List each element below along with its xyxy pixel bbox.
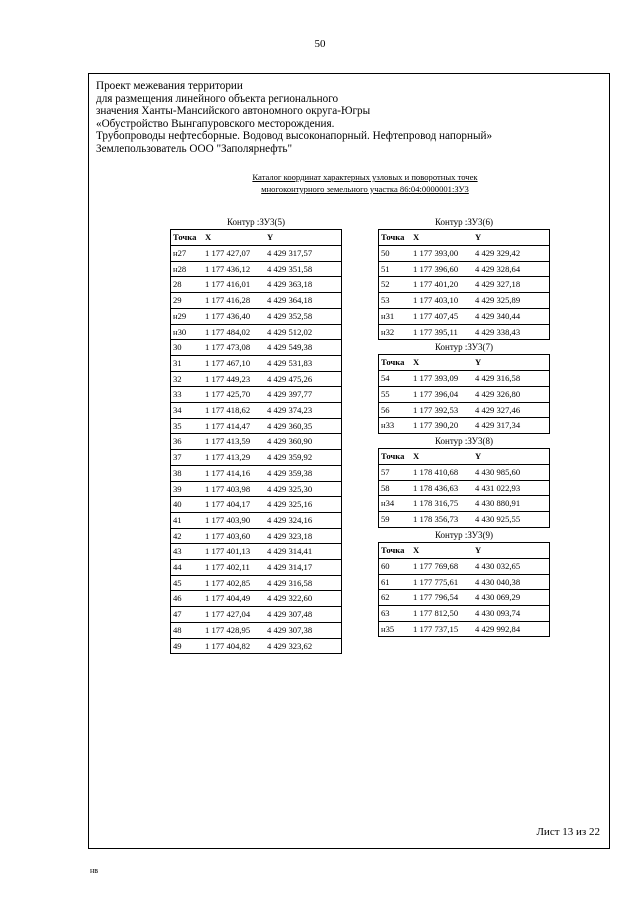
table-row <box>379 558 550 574</box>
point-cell: н35 <box>379 621 412 637</box>
table-row <box>379 308 550 324</box>
col-point-header: Точка <box>171 230 204 246</box>
x-cell: 1 177 737,15 <box>411 621 473 637</box>
point-cell: н33 <box>379 418 412 434</box>
table-row <box>171 481 342 497</box>
y-cell: 4 429 326,80 <box>473 386 550 402</box>
x-cell: 1 177 484,02 <box>203 324 265 340</box>
x-cell: 1 178 436,63 <box>411 480 473 496</box>
point-cell: 49 <box>171 638 204 654</box>
y-cell: 4 429 325,16 <box>265 497 342 513</box>
x-cell: 1 177 425,70 <box>203 387 265 403</box>
table-row <box>171 450 342 466</box>
y-cell: 4 429 352,58 <box>265 308 342 324</box>
table-row <box>171 308 342 324</box>
y-cell: 4 429 322,60 <box>265 591 342 607</box>
col-point-header: Точка <box>379 355 412 371</box>
contour-title: Контур :ЗУ3(5) <box>226 217 286 227</box>
point-cell: 61 <box>379 574 412 590</box>
point-cell: 29 <box>171 293 204 309</box>
header-line: Землепользователь ООО "Заполярнефть" <box>96 142 293 155</box>
x-cell: 1 177 396,60 <box>411 261 473 277</box>
point-cell: н28 <box>171 261 204 277</box>
x-cell: 1 177 392,53 <box>411 402 473 418</box>
x-cell: 1 177 403,60 <box>203 528 265 544</box>
y-cell: 4 429 317,34 <box>473 418 550 434</box>
point-cell: 38 <box>171 465 204 481</box>
table-row <box>171 465 342 481</box>
x-cell: 1 177 427,07 <box>203 246 265 262</box>
y-cell: 4 429 323,18 <box>265 528 342 544</box>
x-cell: 1 177 812,50 <box>411 605 473 621</box>
x-cell: 1 177 414,16 <box>203 465 265 481</box>
x-cell: 1 178 316,75 <box>411 496 473 512</box>
point-cell: 62 <box>379 590 412 606</box>
contour-title: Контур :ЗУ3(7) <box>434 342 494 353</box>
point-cell: 44 <box>171 560 204 576</box>
table-row <box>379 371 550 387</box>
col-y-header: Y <box>473 230 550 246</box>
y-cell: 4 429 323,62 <box>265 638 342 654</box>
table-row <box>171 591 342 607</box>
x-cell: 1 177 390,20 <box>411 418 473 434</box>
x-cell: 1 177 403,10 <box>411 293 473 309</box>
project-header <box>96 80 596 156</box>
contours-6-9-section <box>378 215 550 637</box>
col-y-header: Y <box>473 449 550 465</box>
point-cell: 52 <box>379 277 412 293</box>
table-row <box>171 560 342 576</box>
x-cell: 1 177 769,68 <box>411 558 473 574</box>
point-cell: н34 <box>379 496 412 512</box>
y-cell: 4 429 325,30 <box>265 481 342 497</box>
y-cell: 4 429 327,46 <box>473 402 550 418</box>
y-cell: 4 429 317,57 <box>265 246 342 262</box>
y-cell: 4 429 327,18 <box>473 277 550 293</box>
x-cell: 1 177 401,13 <box>203 544 265 560</box>
x-cell: 1 177 402,11 <box>203 560 265 576</box>
x-cell: 1 177 402,85 <box>203 575 265 591</box>
coordinates-table <box>378 542 550 638</box>
point-cell: 59 <box>379 512 412 528</box>
x-cell: 1 177 404,82 <box>203 638 265 654</box>
x-cell: 1 178 410,68 <box>411 465 473 481</box>
x-cell: 1 177 396,04 <box>411 386 473 402</box>
table-row <box>379 402 550 418</box>
y-cell: 4 429 316,58 <box>473 371 550 387</box>
point-cell: 41 <box>171 512 204 528</box>
x-cell: 1 177 428,95 <box>203 622 265 638</box>
point-cell: н30 <box>171 324 204 340</box>
x-cell: 1 177 775,61 <box>411 574 473 590</box>
table-row <box>379 621 550 637</box>
table-row <box>171 246 342 262</box>
y-cell: 4 430 925,55 <box>473 512 550 528</box>
point-cell: н31 <box>379 308 412 324</box>
y-cell: 4 429 549,38 <box>265 340 342 356</box>
x-cell: 1 177 416,28 <box>203 293 265 309</box>
col-x-header: X <box>411 449 473 465</box>
col-point-header: Точка <box>379 542 412 558</box>
table-row <box>379 324 550 340</box>
point-cell: 53 <box>379 293 412 309</box>
table-header-row <box>379 542 550 558</box>
contour-title: Контур :ЗУ3(6) <box>434 217 494 227</box>
y-cell: 4 430 040,38 <box>473 574 550 590</box>
col-y-header: Y <box>473 355 550 371</box>
coordinates-table <box>170 229 342 654</box>
y-cell: 4 429 338,43 <box>473 324 550 340</box>
y-cell: 4 429 340,44 <box>473 308 550 324</box>
point-cell: 40 <box>171 497 204 513</box>
table-row <box>171 512 342 528</box>
y-cell: 4 429 328,64 <box>473 261 550 277</box>
table-row <box>379 246 550 262</box>
x-cell: 1 177 395,11 <box>411 324 473 340</box>
x-cell: 1 177 416,01 <box>203 277 265 293</box>
table-row <box>171 371 342 387</box>
table-row <box>171 638 342 654</box>
col-y-header: Y <box>265 230 342 246</box>
point-cell: 51 <box>379 261 412 277</box>
x-cell: 1 177 449,23 <box>203 371 265 387</box>
point-cell: 50 <box>379 246 412 262</box>
y-cell: 4 429 307,38 <box>265 622 342 638</box>
x-cell: 1 177 414,47 <box>203 418 265 434</box>
col-x-header: X <box>411 355 473 371</box>
table-row <box>171 340 342 356</box>
point-cell: 36 <box>171 434 204 450</box>
page-number: 50 <box>314 38 326 50</box>
contour-title: Контур :ЗУ3(8) <box>434 436 494 447</box>
y-cell: 4 429 992,84 <box>473 621 550 637</box>
x-cell: 1 177 436,12 <box>203 261 265 277</box>
table-header-row <box>379 230 550 246</box>
table-row <box>379 605 550 621</box>
header-line: Проект межевания территории <box>96 80 243 92</box>
x-cell: 1 177 413,29 <box>203 450 265 466</box>
table-row <box>379 465 550 481</box>
table-header-row <box>379 449 550 465</box>
x-cell: 1 177 473,08 <box>203 340 265 356</box>
x-cell: 1 177 393,00 <box>411 246 473 262</box>
table-row <box>171 528 342 544</box>
x-cell: 1 177 403,98 <box>203 481 265 497</box>
contour-title: Контур :ЗУ3(9) <box>434 529 494 540</box>
y-cell: 4 430 032,65 <box>473 558 550 574</box>
y-cell: 4 429 360,35 <box>265 418 342 434</box>
y-cell: 4 429 359,92 <box>265 450 342 466</box>
point-cell: 35 <box>171 418 204 434</box>
point-cell: 47 <box>171 607 204 623</box>
table-row <box>171 403 342 419</box>
x-cell: 1 177 403,90 <box>203 512 265 528</box>
header-line: значения Ханты-Мансийского автономного округа-Югры <box>96 105 371 118</box>
bottom-mark: нв <box>90 866 99 875</box>
y-cell: 4 429 351,58 <box>265 261 342 277</box>
header-line: «Обустройство Вынгапуровского месторождения. <box>96 117 335 130</box>
header-line: для размещения линейного объекта регионального <box>96 92 339 105</box>
y-cell: 4 429 359,38 <box>265 465 342 481</box>
point-cell: 57 <box>379 465 412 481</box>
y-cell: 4 429 314,17 <box>265 560 342 576</box>
coordinates-table <box>378 229 550 340</box>
col-point-header: Точка <box>379 230 412 246</box>
table-row <box>171 324 342 340</box>
point-cell: 32 <box>171 371 204 387</box>
table-row <box>171 607 342 623</box>
y-cell: 4 429 325,89 <box>473 293 550 309</box>
y-cell: 4 429 360,90 <box>265 434 342 450</box>
table-row <box>171 261 342 277</box>
table-header-row <box>379 355 550 371</box>
point-cell: 48 <box>171 622 204 638</box>
y-cell: 4 430 880,91 <box>473 496 550 512</box>
point-cell: 45 <box>171 575 204 591</box>
y-cell: 4 429 324,16 <box>265 512 342 528</box>
y-cell: 4 429 364,18 <box>265 293 342 309</box>
point-cell: 39 <box>171 481 204 497</box>
table-row <box>171 622 342 638</box>
table-row <box>171 355 342 371</box>
point-cell: 54 <box>379 371 412 387</box>
table-row <box>379 574 550 590</box>
point-cell: н29 <box>171 308 204 324</box>
x-cell: 1 177 418,62 <box>203 403 265 419</box>
y-cell: 4 429 363,18 <box>265 277 342 293</box>
coordinates-table <box>378 354 550 434</box>
col-point-header: Точка <box>379 449 412 465</box>
col-y-header: Y <box>473 542 550 558</box>
point-cell: 42 <box>171 528 204 544</box>
table-row <box>171 418 342 434</box>
y-cell: 4 429 374,23 <box>265 403 342 419</box>
y-cell: 4 429 316,58 <box>265 575 342 591</box>
contour-5-section <box>170 215 342 654</box>
point-cell: н27 <box>171 246 204 262</box>
table-row <box>379 496 550 512</box>
y-cell: 4 429 329,42 <box>473 246 550 262</box>
y-cell: 4 430 985,60 <box>473 465 550 481</box>
table-header-row <box>171 230 342 246</box>
table-row <box>379 480 550 496</box>
x-cell: 1 177 393,09 <box>411 371 473 387</box>
point-cell: 28 <box>171 277 204 293</box>
x-cell: 1 177 413,59 <box>203 434 265 450</box>
table-row <box>379 418 550 434</box>
y-cell: 4 430 093,74 <box>473 605 550 621</box>
table-row <box>171 434 342 450</box>
col-x-header: X <box>203 230 265 246</box>
y-cell: 4 430 069,29 <box>473 590 550 606</box>
y-cell: 4 429 314,41 <box>265 544 342 560</box>
x-cell: 1 177 407,45 <box>411 308 473 324</box>
x-cell: 1 177 436,40 <box>203 308 265 324</box>
y-cell: 4 429 475,26 <box>265 371 342 387</box>
y-cell: 4 429 531,83 <box>265 355 342 371</box>
table-row <box>379 261 550 277</box>
point-cell: 56 <box>379 402 412 418</box>
point-cell: н32 <box>379 324 412 340</box>
catalog-title-line: многоконтурного земельного участка 86:04:0000001:ЗУ3 <box>261 183 469 194</box>
y-cell: 4 429 512,02 <box>265 324 342 340</box>
point-cell: 34 <box>171 403 204 419</box>
coordinates-table <box>378 448 550 528</box>
table-row <box>171 277 342 293</box>
x-cell: 1 177 796,54 <box>411 590 473 606</box>
col-x-header: X <box>411 542 473 558</box>
point-cell: 58 <box>379 480 412 496</box>
table-row <box>171 497 342 513</box>
point-cell: 43 <box>171 544 204 560</box>
point-cell: 31 <box>171 355 204 371</box>
point-cell: 60 <box>379 558 412 574</box>
point-cell: 37 <box>171 450 204 466</box>
x-cell: 1 177 404,49 <box>203 591 265 607</box>
sheet-number: Лист 13 из 22 <box>536 826 600 838</box>
x-cell: 1 177 401,20 <box>411 277 473 293</box>
table-row <box>379 386 550 402</box>
table-row <box>379 512 550 528</box>
table-row <box>379 277 550 293</box>
table-row <box>379 293 550 309</box>
table-row <box>171 293 342 309</box>
point-cell: 30 <box>171 340 204 356</box>
y-cell: 4 429 307,48 <box>265 607 342 623</box>
catalog-title <box>190 172 540 195</box>
x-cell: 1 177 427,04 <box>203 607 265 623</box>
point-cell: 63 <box>379 605 412 621</box>
table-row <box>379 590 550 606</box>
x-cell: 1 177 467,10 <box>203 355 265 371</box>
table-row <box>171 387 342 403</box>
catalog-title-line: Каталог координат характерных узловых и поворотных точек <box>252 172 478 182</box>
header-line: Трубопроводы нефтесборные. Водовод высоконапорный. Нефтепровод напорный» <box>96 130 493 143</box>
point-cell: 55 <box>379 386 412 402</box>
x-cell: 1 178 356,73 <box>411 512 473 528</box>
table-row <box>171 544 342 560</box>
table-row <box>171 575 342 591</box>
point-cell: 46 <box>171 591 204 607</box>
y-cell: 4 429 397,77 <box>265 387 342 403</box>
col-x-header: X <box>411 230 473 246</box>
point-cell: 33 <box>171 387 204 403</box>
y-cell: 4 431 022,93 <box>473 480 550 496</box>
x-cell: 1 177 404,17 <box>203 497 265 513</box>
